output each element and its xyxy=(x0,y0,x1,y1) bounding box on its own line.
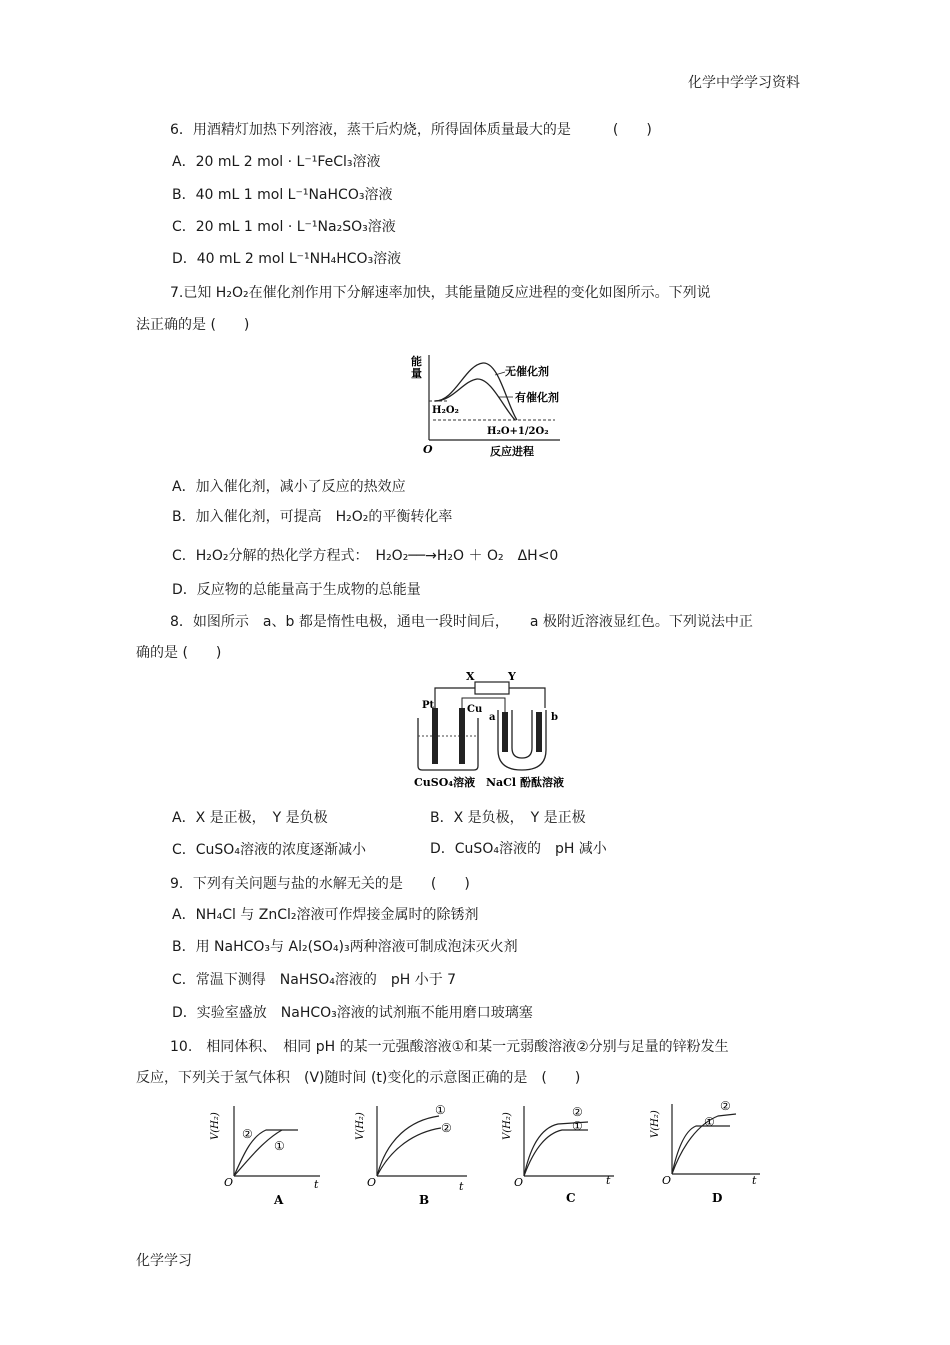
q7-stem-line1: 7.已知 H₂O₂在催化剂作用下分解速率加快，其能量随反应进程的变化如图所示。下列说 xyxy=(170,285,711,301)
pt-electrode xyxy=(432,708,438,764)
q6-option-d: D．40 mL 2 mol L⁻¹NH₄HCO₃溶液 xyxy=(172,251,402,267)
graph-d-mark2: ② xyxy=(720,1099,731,1113)
q9-option-c: C．常温下测得 NaHSO₄溶液的 pH 小于 7 xyxy=(172,972,457,988)
page-footer: 化学学习 xyxy=(136,1253,192,1269)
cu-electrode xyxy=(459,708,465,764)
graph-b-label: B xyxy=(419,1193,430,1207)
beaker xyxy=(418,718,478,770)
energy-origin: O xyxy=(423,443,433,456)
cuso4-label: CuSO₄溶液 xyxy=(414,776,476,789)
graph-d-mark1: ① xyxy=(704,1115,715,1129)
graph-c-mark2: ② xyxy=(572,1105,583,1119)
power-source-box xyxy=(475,682,509,694)
graph-c xyxy=(502,1098,622,1208)
graph-d-origin: O xyxy=(662,1174,672,1187)
graph-b xyxy=(355,1098,475,1208)
electrode-b xyxy=(536,712,542,752)
graph-d-ylabel: V(H₂) xyxy=(650,1110,661,1138)
q6-option-a: A．20 mL 2 mol · L⁻¹FeCl₃溶液 xyxy=(172,154,381,170)
q9-stem: 9．下列有关问题与盐的水解无关的是 ( ) xyxy=(170,876,470,892)
graph-d-label: D xyxy=(712,1191,723,1205)
graph-a-origin: O xyxy=(224,1176,234,1189)
q9-option-a: A．NH₄Cl 与 ZnCl₂溶液可作焊接金属时的除锈剂 xyxy=(172,907,479,923)
q6-option-b: B．40 mL 1 mol L⁻¹NaHCO₃溶液 xyxy=(172,187,393,203)
q8-option-c: C．CuSO₄溶液的浓度逐渐减小 xyxy=(172,842,366,858)
graph-b-xlabel: t xyxy=(459,1180,464,1193)
terminal-x: X xyxy=(466,670,475,683)
cu-label: Cu xyxy=(467,704,483,715)
nacl-label: NaCl 酚酞溶液 xyxy=(486,776,564,789)
graph-a-xlabel: t xyxy=(314,1178,319,1191)
q8-option-a: A．X 是正极， Y 是负极 xyxy=(172,810,328,826)
electrode-a xyxy=(502,712,508,752)
q7-stem-line2: 法正确的是 ( ) xyxy=(136,317,250,333)
q6-option-c: C．20 mL 1 mol · L⁻¹Na₂SO₃溶液 xyxy=(172,219,396,235)
q7-option-a: A．加入催化剂，减小了反应的热效应 xyxy=(172,479,406,495)
energy-diagram xyxy=(395,345,575,460)
graph-c-mark1: ① xyxy=(572,1119,583,1133)
graph-b-ylabel: V(H₂) xyxy=(355,1112,366,1140)
reactant-label: H₂O₂ xyxy=(432,405,459,416)
graph-b-mark2: ② xyxy=(441,1121,452,1135)
q6-stem: 6．用酒精灯加热下列溶液，蒸干后灼烧，所得固体质量最大的是 ( ) xyxy=(170,122,652,138)
graph-b-origin: O xyxy=(367,1176,377,1189)
q8-stem-line2: 确的是 ( ) xyxy=(136,645,222,661)
q7-option-b: B．加入催化剂，可提高 H₂O₂的平衡转化率 xyxy=(172,509,453,525)
graph-d xyxy=(648,1096,768,1206)
terminal-y: Y xyxy=(508,670,516,683)
electrolysis-diagram xyxy=(410,670,580,795)
graph-b-curve-1 xyxy=(377,1116,439,1176)
graph-a-mark2: ② xyxy=(242,1127,253,1141)
q8-stem-line1: 8．如图所示 a、b 都是惰性电极，通电一段时间后， a 极附近溶液显红色。下列说法中正 xyxy=(170,614,753,630)
graph-c-origin: O xyxy=(514,1176,524,1189)
graph-a-label: A xyxy=(274,1193,284,1207)
catalyzed-label: 有催化剂 xyxy=(515,391,559,404)
q7-option-c: C．H₂O₂分解的热化学方程式： H₂O₂──→H₂O ＋ O₂ ΔH<0 xyxy=(172,548,559,564)
graph-a-ylabel: V(H₂) xyxy=(210,1112,221,1140)
graph-d-xlabel: t xyxy=(752,1174,757,1187)
q10-stem-line2: 反应，下列关于氢气体积 (V)随时间 (t)变化的示意图正确的是 ( ) xyxy=(136,1070,581,1086)
graph-c-label: C xyxy=(566,1191,576,1205)
product-label: H₂O+1/2O₂ xyxy=(487,426,549,437)
energy-x-label: 反应进程 xyxy=(490,445,534,458)
energy-y-label-2: 量 xyxy=(411,367,422,380)
q8-option-d: D．CuSO₄溶液的 pH 减小 xyxy=(430,841,607,857)
energy-y-label-1: 能 xyxy=(411,355,422,368)
q8-option-b: B．X 是负极， Y 是正极 xyxy=(430,810,586,826)
q9-option-b: B．用 NaHCO₃与 Al₂(SO₄)₃两种溶液可制成泡沫灭火剂 xyxy=(172,939,518,955)
graph-b-mark1: ① xyxy=(435,1103,446,1117)
graph-a xyxy=(208,1098,328,1208)
electrode-b-label: b xyxy=(551,712,558,723)
graph-c-curve-1 xyxy=(524,1130,588,1176)
electrode-a-label: a xyxy=(489,712,496,723)
q9-option-d: D．实验室盛放 NaHCO₃溶液的试剂瓶不能用磨口玻璃塞 xyxy=(172,1005,533,1021)
q7-option-d: D．反应物的总能量高于生成物的总能量 xyxy=(172,582,421,598)
graph-c-ylabel: V(H₂) xyxy=(502,1112,513,1140)
q10-stem-line1: 10. 相同体积、 相同 pH 的某一元强酸溶液①和某一元弱酸溶液②分别与足量的锌粉发生 xyxy=(170,1039,729,1055)
page-header: 化学中学学习资料 xyxy=(688,75,800,91)
pt-label: Pt xyxy=(422,700,435,711)
graph-a-mark1: ① xyxy=(274,1139,285,1153)
uncatalyzed-label: 无催化剂 xyxy=(505,365,549,378)
graph-c-xlabel: t xyxy=(606,1174,611,1187)
graph-d-curve-1 xyxy=(672,1126,730,1174)
